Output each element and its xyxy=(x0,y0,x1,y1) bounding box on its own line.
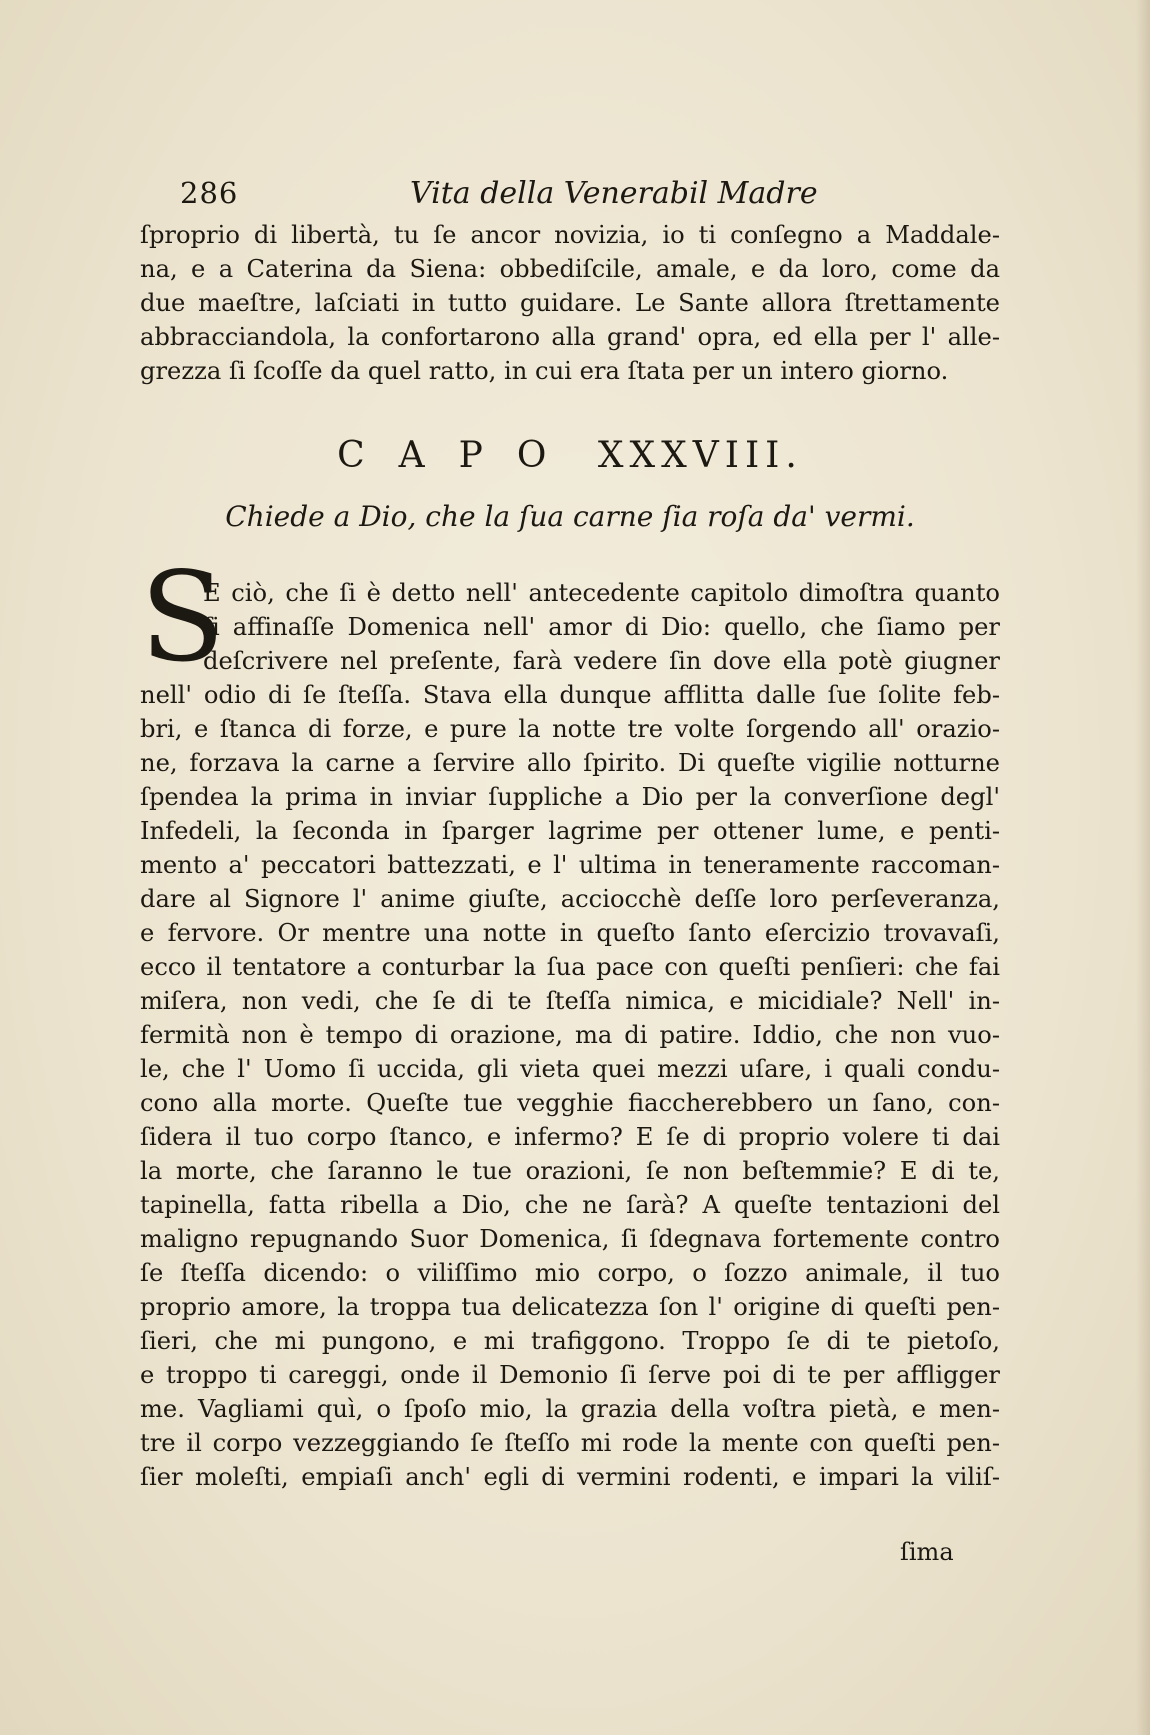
catchword: ſima xyxy=(900,1538,954,1566)
text-line: ſe ſteſſa dicendo: o viliſſimo mio corpo, o ſozzo animale, il tuo xyxy=(140,1259,1000,1287)
page-number: 286 xyxy=(180,176,239,210)
text-line: fermità non è tempo di orazione, ma di patire. Iddio, che non vuo- xyxy=(140,1021,1000,1049)
text-line: ſproprio di libertà, tu ſe ancor novizia, io ti conſegno a Maddale- xyxy=(140,221,1000,249)
running-title: Vita della Venerabil Madre xyxy=(410,176,818,211)
text-line: tapinella, fatta ribella a Dio, che ne ſarà? A queſte tentazioni del xyxy=(140,1191,1000,1219)
text-line: proprio amore, la troppa tua delicatezza ſon l' origine di queſti pen- xyxy=(140,1293,1000,1321)
text-line: e troppo ti careggi, onde il Demonio ſi ſerve poi di te per affligger xyxy=(140,1361,1000,1389)
chapter-label: CAPO xyxy=(337,435,581,476)
text-line: ecco il tentatore a conturbar la ſua pace con queſti penſieri: che fai xyxy=(140,953,1000,981)
text-line: le, che l' Uomo ſi uccida, gli vieta quei mezzi uſare, i quali condu- xyxy=(140,1055,1000,1083)
drop-cap: S xyxy=(140,546,225,690)
text-line: tre il corpo vezzeggiando ſe ſteſſo mi rode la mente con queſti pen- xyxy=(140,1429,1000,1457)
text-line: me. Vagliami quì, o ſpoſo mio, la grazia della voſtra pietà, e men- xyxy=(140,1395,1000,1423)
text-line: ſidera il tuo corpo ſtanco, e infermo? E ſe di proprio volere ti dai xyxy=(140,1123,1000,1151)
text-line: miſera, non vedi, che ſe di te ſteſſa nimica, e micidiale? Nell' in- xyxy=(140,987,1000,1015)
text-line: ſi affinaſſe Domenica nell' amor di Dio: quello, che ſiamo per xyxy=(203,613,1000,641)
text-line: maligno repugnando Suor Domenica, ſi ſdegnava fortemente contro xyxy=(140,1225,1000,1253)
chapter-number: XXXVIII. xyxy=(597,435,803,476)
text-line: due maeſtre, laſciati in tutto guidare. Le Sante allora ſtrettamente xyxy=(140,289,1000,317)
text-line: Infedeli, la ſeconda in ſparger lagrime per ottener lume, e penti- xyxy=(140,817,1000,845)
text-line: ſier moleſti, empiaſi anch' egli di vermini rodenti, e impari la viliſ- xyxy=(140,1463,1000,1491)
text-line: na, e a Caterina da Siena: obbediſcile, amale, e da loro, come da xyxy=(140,255,1000,283)
text-line: nell' odio di ſe ſteſſa. Stava ella dunque afflitta dalle ſue ſolite feb- xyxy=(140,681,1000,709)
text-line: e fervore. Or mentre una notte in queſto ſanto eſercizio trovavaſi, xyxy=(140,919,1000,947)
text-line: ſieri, che mi pungono, e mi trafiggono. Troppo ſe di te pietoſo, xyxy=(140,1327,1000,1355)
text-line: abbracciandola, la confortarono alla grand' opra, ed ella per l' alle- xyxy=(140,323,1000,351)
chapter-body xyxy=(140,678,1000,1494)
text-line: la morte, che ſaranno le tue orazioni, ſe non beſtemmie? E di te, xyxy=(140,1157,1000,1185)
text-line: ne, forzava la carne a ſervire allo ſpirito. Di queſte vigilie notturne xyxy=(140,749,1000,777)
text-line: grezza ſi ſcoſſe da quel ratto, in cui era ſtata per un intero giorno. xyxy=(140,357,949,385)
text-line: deſcrivere nel preſente, farà vedere ſin dove ella potè giugner xyxy=(203,647,1000,675)
chapter-subtitle: Chiede a Dio, che la ſua carne ſia roſa da' vermi. xyxy=(225,500,915,533)
text-line: dare al Signore l' anime giuſte, acciocchè deſſe loro perſeveranza, xyxy=(140,885,1000,913)
continued-paragraph xyxy=(140,218,1000,388)
page-edge-shadow xyxy=(1136,0,1150,1735)
text-line: ſpendea la prima in inviar ſuppliche a Dio per la converſione degl' xyxy=(140,783,1000,811)
chapter-heading xyxy=(140,435,1000,476)
text-line: mento a' peccatori battezzati, e l' ultima in teneramente raccoman- xyxy=(140,851,1000,879)
first-paragraph-indented xyxy=(203,576,1000,678)
text-line: cono alla morte. Queſte tue vegghie fiaccherebbero un ſano, con- xyxy=(140,1089,1000,1117)
running-head xyxy=(180,176,980,216)
text-line: E ciò, che ſi è detto nell' antecedente capitolo dimoſtra quanto xyxy=(203,579,1000,607)
text-line: bri, e ſtanca di forze, e pure la notte tre volte ſorgendo all' orazio- xyxy=(140,715,1000,743)
